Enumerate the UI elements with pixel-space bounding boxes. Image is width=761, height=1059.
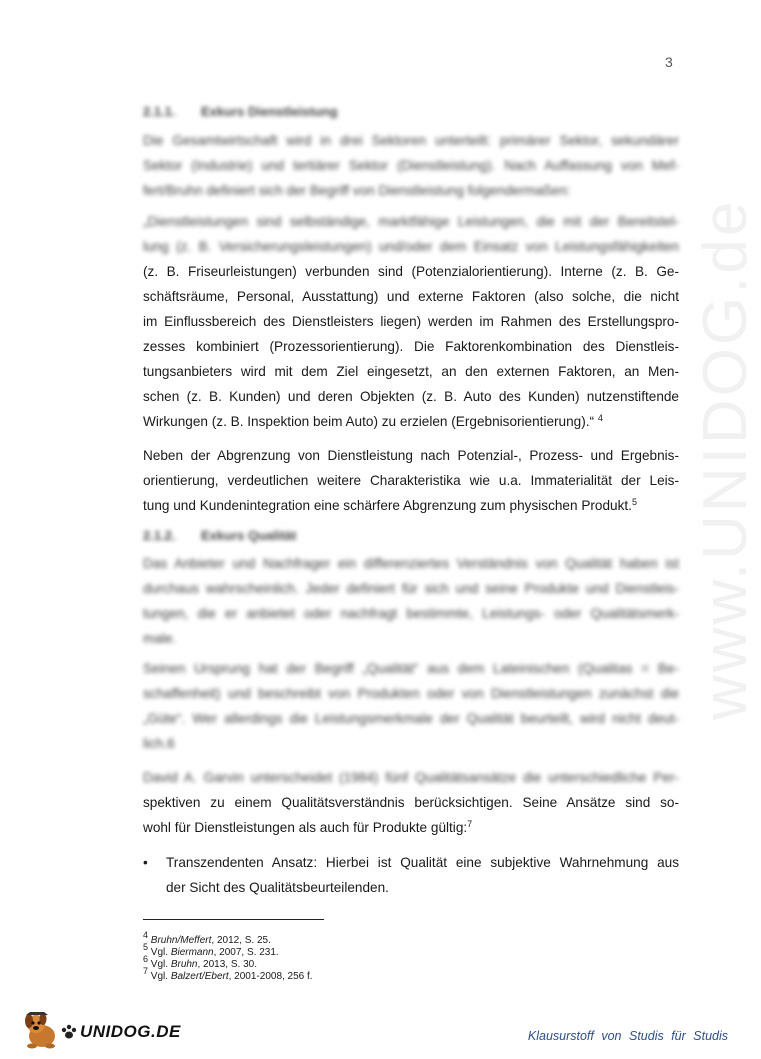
footnote-item [143,930,313,947]
footnote-rest: , 2001-2008, 256 f. [228,971,313,982]
text-line: lung (z. B. Versicherungsleistungen) und/oder dem Einsatz von Leistungsfähigkeiten [143,239,679,254]
footnote-number: 4 [143,930,149,940]
text-line: fert/Bruhn definiert sich der Begriff von Dienstleistung folgendermaßen: [143,183,571,198]
footnote-author: Biermann [170,947,214,958]
footnote-prefix: Vgl. [150,971,171,982]
text-line: „Güte“. Wer allerdings die Leistungsmerkmale der Qualität beurteilt, wird nicht deut- [143,711,679,726]
footnote-prefix: Vgl. [150,959,171,970]
footnote-item [143,954,313,971]
footnote-number: 7 [143,966,149,976]
footnote-separator [143,919,324,920]
text-line: im Einflussbereich des Dienstleisters liegen) werden im Rahmen des Erstellungspro- [143,314,679,329]
section-heading-dienstleistung [143,104,338,119]
footnote-ref: 7 [467,819,473,829]
dog-mascot-icon [22,1010,78,1050]
text-line: Das Anbieter und Nachfrager ein differenziertes Verständnis von Qualität haben ist [143,556,679,571]
garvin-paragraph [143,790,679,840]
intro-paragraph-blurred [143,128,679,203]
unidog-logo[interactable] [22,1010,181,1050]
qualitaet-paragraph-1-blurred [143,551,679,651]
text-line: Sektor (Industrie) und tertiärer Sektor (Dienstleistung). Nach Auffassung von Mef- [143,158,679,173]
footnote-rest: , 2013, S. 30. [197,959,257,970]
paragraph-last-line: wohl für Dienstleistungen als auch für Produkte gültig: [143,820,468,835]
slogan: Klausurstoff von Studis für Studis [527,1029,728,1043]
section-number: 2.1.1. [143,104,176,119]
footnotes [143,930,313,983]
footnote-number: 6 [143,954,149,964]
qualitaet-paragraph-2-blurred [143,656,679,756]
section-title: Exkurs Dienstleistung [201,104,338,119]
footnote-item [143,966,313,983]
text-line: schen (z. B. Kunden) und deren Objekten (z. B. Auto des Kunden) nutzenstiftende [143,389,679,404]
footnote-prefix: Vgl. [150,947,171,958]
paragraph-last-line: tung und Kundenintegration eine schärfere Abgrenzung zum physischen Produkt. [143,498,632,513]
page-number: 3 [665,54,673,70]
section-title: Exkurs Qualität [201,528,297,543]
text-line: schäftsräume, Personal, Ausstattung) und externe Faktoren (also solche, die nicht [143,289,679,304]
footnote-author: Bruhn/Meffert [150,935,212,946]
garvin-paragraph-blurred [143,765,679,790]
text-line: Seinen Ursprung hat der Begriff „Qualität“ aus dem Lateinischen (Qualitas = Be- [143,661,679,676]
footnote-ref: 4 [597,413,603,423]
footnote-number: 5 [143,942,149,952]
footnote-rest: , 2012, S. 25. [211,935,271,946]
footnote-author: Bruhn [170,959,198,970]
logo-text: UNIDOG.DE [80,1022,181,1041]
text-line: tungen, die er anbietet oder nachfragt bestimmte, Leistungs- oder Qualitätsmerk- [143,606,679,621]
text-line: zesses kombiniert (Prozessorientierung). Die Faktorenkombination des Dienstleis- [143,339,679,354]
text-line [143,409,679,434]
footnote-rest: , 2007, S. 231. [213,947,279,958]
text-line: orientierung, verdeutlichen weitere Charakteristika wie u.a. Immaterialität der Leis- [143,473,679,488]
bullet-icon: • [143,855,148,870]
footnote-author: Balzert/Ebert [170,971,229,982]
text-line: male. [143,631,177,646]
quote-last-line: Wirkungen (z. B. Inspektion beim Auto) zu erzielen (Ergebnisorientierung).“ [143,414,595,429]
text-line: durchaus wahrscheinlich. Jeder definiert für sich und seine Produkte und Dienstleis- [143,581,679,596]
text-line: „Dienstleistungen sind selbständige, marktfähige Leistungen, die mit der Bereitstel- [143,214,679,229]
section-number: 2.1.2. [143,528,176,543]
text-line: lich.6 [143,736,175,751]
watermark-text: www.UNIDOG.de [691,198,760,720]
text-line [143,815,679,840]
quote-blurred [143,209,679,259]
text-line: der Sicht des Qualitätsbeurteilenden. [166,880,389,895]
paragraph-abgrenzung [143,443,679,518]
text-line: spektiven zu einem Qualitätsverständnis berücksichtigen. Seine Ansätze sind so- [143,795,679,810]
section-heading-qualitaet [143,528,296,543]
text-line: (z. B. Friseurleistungen) verbunden sind (Potenzialorientierung). Interne (z. B. Ge- [143,264,679,279]
text-line [143,493,679,518]
quote-paragraph [143,259,679,434]
text-line: David A. Garvin unterscheidet (1984) fünf Qualitätsansätze die unterschiedliche Per- [143,770,679,785]
footnote-ref: 5 [631,497,637,507]
text-line: tungsanbieters wird mit dem Ziel eingesetzt, an den externen Faktoren, an Men- [143,364,679,379]
text-line: Die Gesamtwirtschaft wird in drei Sektoren unterteilt: primärer Sektor, sekundärer [143,133,679,148]
text-line: Transzendenten Ansatz: Hierbei ist Qualität eine subjektive Wahrnehmung aus [166,855,679,870]
bullet-item-transzendent [143,850,679,900]
text-line: schaffenheit) und beschreibt von Produkten oder von Dienstleistungen zunächst die [143,686,679,701]
footnote-item [143,942,313,959]
text-line: Neben der Abgrenzung von Dienstleistung nach Potenzial-, Prozess- und Ergebnis- [143,448,679,463]
